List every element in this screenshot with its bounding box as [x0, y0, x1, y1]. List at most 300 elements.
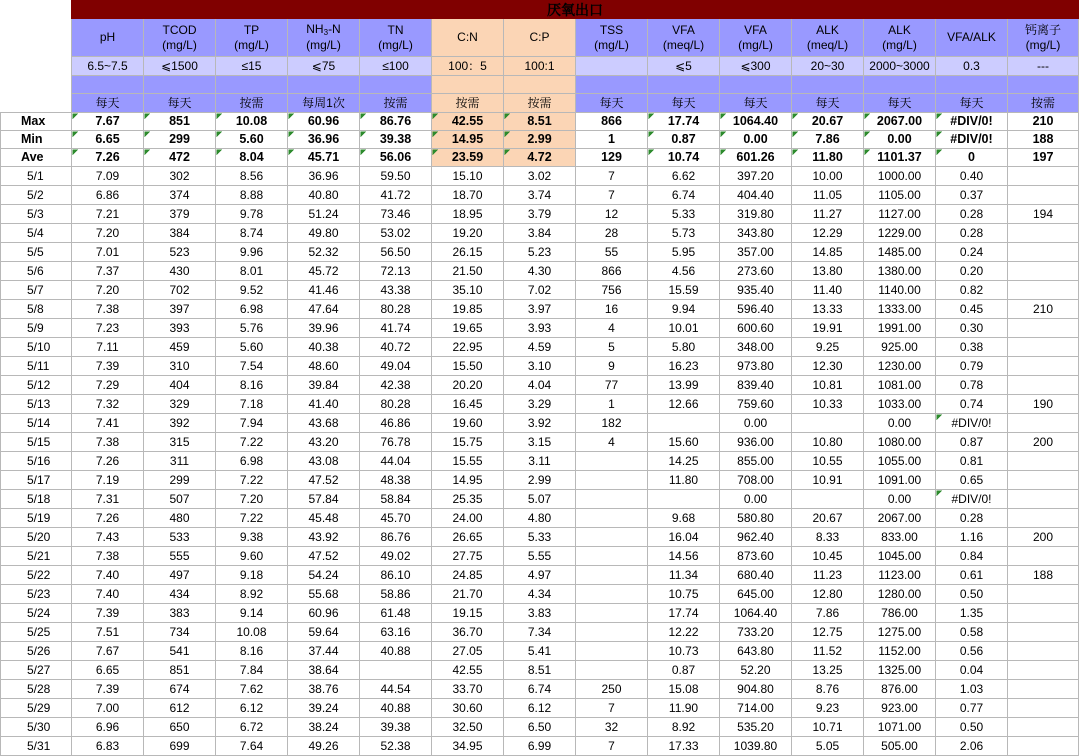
- table-cell: 41.72: [360, 186, 432, 205]
- summary-cell: 7.26: [72, 149, 144, 167]
- row-date: 5/24: [1, 604, 72, 623]
- row-date: 5/4: [1, 224, 72, 243]
- table-cell: 53.02: [360, 224, 432, 243]
- table-cell: 6.98: [216, 300, 288, 319]
- table-cell: 40.88: [360, 642, 432, 661]
- table-cell: 3.29: [504, 395, 576, 414]
- table-cell: [1008, 642, 1079, 661]
- table-cell: 459: [144, 338, 216, 357]
- table-cell: 77: [576, 376, 648, 395]
- table-cell: 839.40: [720, 376, 792, 395]
- table-cell: [576, 623, 648, 642]
- table-cell: 21.70: [432, 585, 504, 604]
- row-date: 5/31: [1, 737, 72, 756]
- standard-cell: 20~30: [792, 57, 864, 76]
- table-cell: 541: [144, 642, 216, 661]
- table-cell: 5.55: [504, 547, 576, 566]
- table-cell: 1140.00: [864, 281, 936, 300]
- table-cell: 936.00: [720, 433, 792, 452]
- table-cell: 11.27: [792, 205, 864, 224]
- table-cell: 876.00: [864, 680, 936, 699]
- table-cell: 7.20: [72, 224, 144, 243]
- table-cell: 39.84: [288, 376, 360, 395]
- table-cell: 52.20: [720, 661, 792, 680]
- table-cell: 0.87: [648, 661, 720, 680]
- table-cell: 0.74: [936, 395, 1008, 414]
- table-cell: 19.65: [432, 319, 504, 338]
- corner-cell: [1, 94, 72, 113]
- table-cell: 7.09: [72, 167, 144, 186]
- frequency-cell: 按需: [432, 94, 504, 113]
- table-cell: 39.96: [288, 319, 360, 338]
- table-cell: 851: [144, 661, 216, 680]
- table-cell: 13.80: [792, 262, 864, 281]
- table-cell: 7: [576, 699, 648, 718]
- frequency-cell: 按需: [1008, 94, 1079, 113]
- table-cell: 733.20: [720, 623, 792, 642]
- summary-cell: 0: [936, 149, 1008, 167]
- table-cell: 43.08: [288, 452, 360, 471]
- table-cell: 8.76: [792, 680, 864, 699]
- table-cell: 348.00: [720, 338, 792, 357]
- table-cell: 44.04: [360, 452, 432, 471]
- frequency-cell: 每周1次: [288, 94, 360, 113]
- summary-cell: 4.72: [504, 149, 576, 167]
- table-cell: 302: [144, 167, 216, 186]
- table-cell: 9.94: [648, 300, 720, 319]
- summary-cell: 45.71: [288, 149, 360, 167]
- column-header: pH: [72, 19, 144, 57]
- table-cell: 15.08: [648, 680, 720, 699]
- table-cell: 7.22: [216, 433, 288, 452]
- table-cell: 10.08: [216, 623, 288, 642]
- table-cell: 273.60: [720, 262, 792, 281]
- table-cell: [1008, 490, 1079, 509]
- table-cell: 1.03: [936, 680, 1008, 699]
- table-cell: 12.30: [792, 357, 864, 376]
- table-cell: 0.77: [936, 699, 1008, 718]
- table-cell: 8.56: [216, 167, 288, 186]
- table-cell: 866: [576, 262, 648, 281]
- table-cell: 430: [144, 262, 216, 281]
- table-cell: 44.54: [360, 680, 432, 699]
- table-cell: 1: [576, 395, 648, 414]
- table-cell: 14.85: [792, 243, 864, 262]
- summary-cell: 60.96: [288, 113, 360, 131]
- table-cell: 0.50: [936, 718, 1008, 737]
- summary-cell: 36.96: [288, 131, 360, 149]
- table-cell: 6.74: [504, 680, 576, 699]
- table-cell: 756: [576, 281, 648, 300]
- table-cell: 35.10: [432, 281, 504, 300]
- table-cell: [576, 547, 648, 566]
- blank-cell: [648, 76, 720, 94]
- blank-cell: [432, 76, 504, 94]
- table-cell: 32: [576, 718, 648, 737]
- table-cell: 5: [576, 338, 648, 357]
- blank-cell: [936, 76, 1008, 94]
- row-date: 5/6: [1, 262, 72, 281]
- table-cell: 2067.00: [864, 509, 936, 528]
- table-cell: 6.62: [648, 167, 720, 186]
- table-cell: 1152.00: [864, 642, 936, 661]
- table-cell: 0.84: [936, 547, 1008, 566]
- table-cell: 38.24: [288, 718, 360, 737]
- summary-cell: 7.86: [792, 131, 864, 149]
- frequency-cell: 按需: [504, 94, 576, 113]
- summary-cell: 866: [576, 113, 648, 131]
- table-cell: 4.30: [504, 262, 576, 281]
- summary-cell: 2.99: [504, 131, 576, 149]
- table-cell: 3.74: [504, 186, 576, 205]
- table-cell: 1991.00: [864, 319, 936, 338]
- table-cell: 0.38: [936, 338, 1008, 357]
- table-cell: 4.34: [504, 585, 576, 604]
- table-cell: [1008, 604, 1079, 623]
- table-cell: 42.38: [360, 376, 432, 395]
- table-cell: [1008, 680, 1079, 699]
- summary-label: Max: [1, 113, 72, 131]
- summary-cell: 11.80: [792, 149, 864, 167]
- table-cell: 45.72: [288, 262, 360, 281]
- table-cell: 7.19: [72, 471, 144, 490]
- table-cell: 86.10: [360, 566, 432, 585]
- table-cell: 24.00: [432, 509, 504, 528]
- table-cell: 1230.00: [864, 357, 936, 376]
- table-cell: 12.66: [648, 395, 720, 414]
- table-cell: 1045.00: [864, 547, 936, 566]
- table-cell: 0.24: [936, 243, 1008, 262]
- table-cell: [576, 566, 648, 585]
- table-cell: [1008, 319, 1079, 338]
- table-cell: 33.70: [432, 680, 504, 699]
- table-cell: 36.96: [288, 167, 360, 186]
- table-cell: 0.81: [936, 452, 1008, 471]
- table-cell: 10.91: [792, 471, 864, 490]
- standard-cell: ⩽5: [648, 57, 720, 76]
- row-date: 5/5: [1, 243, 72, 262]
- table-cell: 11.52: [792, 642, 864, 661]
- table-cell: 41.46: [288, 281, 360, 300]
- corner-cell: [1, 57, 72, 76]
- blank-cell: [504, 76, 576, 94]
- table-cell: 674: [144, 680, 216, 699]
- table-cell: 596.40: [720, 300, 792, 319]
- table-cell: 404.40: [720, 186, 792, 205]
- table-cell: 11.90: [648, 699, 720, 718]
- table-cell: 47.52: [288, 547, 360, 566]
- table-cell: 8.16: [216, 642, 288, 661]
- table-cell: 4: [576, 319, 648, 338]
- row-date: 5/14: [1, 414, 72, 433]
- table-cell: 5.41: [504, 642, 576, 661]
- summary-label: Min: [1, 131, 72, 149]
- table-cell: 36.70: [432, 623, 504, 642]
- table-cell: [1008, 414, 1079, 433]
- table-cell: 15.59: [648, 281, 720, 300]
- table-cell: 873.60: [720, 547, 792, 566]
- table-cell: [1008, 585, 1079, 604]
- row-date: 5/21: [1, 547, 72, 566]
- table-cell: 49.80: [288, 224, 360, 243]
- standard-cell: ⩽300: [720, 57, 792, 76]
- table-cell: 3.11: [504, 452, 576, 471]
- summary-cell: 17.74: [648, 113, 720, 131]
- table-cell: 1123.00: [864, 566, 936, 585]
- table-cell: 10.01: [648, 319, 720, 338]
- table-cell: 6.50: [504, 718, 576, 737]
- table-cell: 6.83: [72, 737, 144, 756]
- table-cell: 38.64: [288, 661, 360, 680]
- table-cell: 311: [144, 452, 216, 471]
- table-cell: 5.33: [648, 205, 720, 224]
- table-cell: 1105.00: [864, 186, 936, 205]
- table-cell: 645.00: [720, 585, 792, 604]
- table-cell: 0.20: [936, 262, 1008, 281]
- table-cell: 3.83: [504, 604, 576, 623]
- table-cell: [360, 661, 432, 680]
- table-cell: 15.55: [432, 452, 504, 471]
- table-cell: 19.85: [432, 300, 504, 319]
- table-cell: 14.95: [432, 471, 504, 490]
- blank-cell: [72, 76, 144, 94]
- table-cell: 4.80: [504, 509, 576, 528]
- table-cell: 10.73: [648, 642, 720, 661]
- table-cell: 7.22: [216, 509, 288, 528]
- table-cell: #DIV/0!: [936, 414, 1008, 433]
- table-cell: 7: [576, 737, 648, 756]
- table-cell: 0.79: [936, 357, 1008, 376]
- table-cell: 7.86: [792, 604, 864, 623]
- table-cell: 28: [576, 224, 648, 243]
- column-header: C:P: [504, 19, 576, 57]
- table-cell: 434: [144, 585, 216, 604]
- summary-cell: #DIV/0!: [936, 131, 1008, 149]
- summary-cell: 0.00: [720, 131, 792, 149]
- table-cell: 9.78: [216, 205, 288, 224]
- corner-cell: [1, 1, 72, 19]
- column-header: VFA (meq/L): [648, 19, 720, 57]
- table-cell: 55: [576, 243, 648, 262]
- table-cell: 5.80: [648, 338, 720, 357]
- table-cell: [576, 604, 648, 623]
- table-cell: 9.18: [216, 566, 288, 585]
- summary-cell: 197: [1008, 149, 1079, 167]
- table-cell: 925.00: [864, 338, 936, 357]
- table-cell: 7.38: [72, 547, 144, 566]
- table-cell: 16.04: [648, 528, 720, 547]
- row-date: 5/12: [1, 376, 72, 395]
- table-cell: 555: [144, 547, 216, 566]
- table-cell: [648, 490, 720, 509]
- table-cell: 392: [144, 414, 216, 433]
- table-cell: [1008, 262, 1079, 281]
- summary-cell: 2067.00: [864, 113, 936, 131]
- table-cell: 26.65: [432, 528, 504, 547]
- table-cell: 51.24: [288, 205, 360, 224]
- standard-cell: 100:1: [504, 57, 576, 76]
- table-cell: 7.00: [72, 699, 144, 718]
- table-cell: 7.94: [216, 414, 288, 433]
- table-cell: 10.81: [792, 376, 864, 395]
- table-cell: 6.98: [216, 452, 288, 471]
- table-cell: 343.80: [720, 224, 792, 243]
- table-cell: 0.28: [936, 224, 1008, 243]
- table-cell: 7.31: [72, 490, 144, 509]
- blank-cell: [720, 76, 792, 94]
- table-cell: 18.70: [432, 186, 504, 205]
- table-cell: 39.24: [288, 699, 360, 718]
- table-cell: 1091.00: [864, 471, 936, 490]
- table-cell: 714.00: [720, 699, 792, 718]
- row-date: 5/28: [1, 680, 72, 699]
- row-date: 5/15: [1, 433, 72, 452]
- standard-cell: ⩽1500: [144, 57, 216, 76]
- table-cell: 3.15: [504, 433, 576, 452]
- summary-cell: 1101.37: [864, 149, 936, 167]
- table-cell: 12.22: [648, 623, 720, 642]
- table-cell: 580.80: [720, 509, 792, 528]
- table-cell: 0.00: [720, 414, 792, 433]
- table-cell: 3.97: [504, 300, 576, 319]
- table-cell: 7.40: [72, 566, 144, 585]
- table-cell: 1080.00: [864, 433, 936, 452]
- table-cell: 10.71: [792, 718, 864, 737]
- table-cell: 299: [144, 471, 216, 490]
- table-cell: 786.00: [864, 604, 936, 623]
- table-cell: 310: [144, 357, 216, 376]
- table-cell: 2.99: [504, 471, 576, 490]
- table-cell: 7.54: [216, 357, 288, 376]
- table-cell: 329: [144, 395, 216, 414]
- table-cell: 7.26: [72, 509, 144, 528]
- table-cell: 523: [144, 243, 216, 262]
- table-cell: 480: [144, 509, 216, 528]
- table-cell: 16.23: [648, 357, 720, 376]
- table-cell: [1008, 357, 1079, 376]
- table-cell: 7.39: [72, 604, 144, 623]
- table-cell: 13.99: [648, 376, 720, 395]
- table-cell: 7.67: [72, 642, 144, 661]
- summary-cell: 10.74: [648, 149, 720, 167]
- table-cell: 73.46: [360, 205, 432, 224]
- table-cell: [1008, 547, 1079, 566]
- table-cell: 1280.00: [864, 585, 936, 604]
- table-cell: 3.84: [504, 224, 576, 243]
- summary-cell: 6.65: [72, 131, 144, 149]
- table-cell: 41.40: [288, 395, 360, 414]
- table-cell: 1333.00: [864, 300, 936, 319]
- table-cell: 1229.00: [864, 224, 936, 243]
- table-cell: 7.26: [72, 452, 144, 471]
- table-cell: 0.45: [936, 300, 1008, 319]
- table-cell: 10.45: [792, 547, 864, 566]
- table-cell: 1055.00: [864, 452, 936, 471]
- table-cell: [1008, 623, 1079, 642]
- table-cell: 42.55: [432, 661, 504, 680]
- frequency-cell: 每天: [720, 94, 792, 113]
- table-cell: 7.40: [72, 585, 144, 604]
- table-cell: 250: [576, 680, 648, 699]
- table-cell: 1325.00: [864, 661, 936, 680]
- summary-cell: 601.26: [720, 149, 792, 167]
- table-cell: 923.00: [864, 699, 936, 718]
- table-cell: 7.39: [72, 680, 144, 699]
- standard-cell: ≤100: [360, 57, 432, 76]
- row-date: 5/19: [1, 509, 72, 528]
- row-date: 5/30: [1, 718, 72, 737]
- table-cell: 383: [144, 604, 216, 623]
- table-cell: 13.25: [792, 661, 864, 680]
- table-cell: 61.48: [360, 604, 432, 623]
- table-cell: 40.72: [360, 338, 432, 357]
- frequency-cell: 每天: [936, 94, 1008, 113]
- column-header: TN (mg/L): [360, 19, 432, 57]
- table-cell: 6.96: [72, 718, 144, 737]
- table-cell: 34.95: [432, 737, 504, 756]
- table-cell: 5.05: [792, 737, 864, 756]
- table-cell: 8.33: [792, 528, 864, 547]
- frequency-cell: 每天: [648, 94, 720, 113]
- table-cell: 0.00: [864, 490, 936, 509]
- table-cell: 12: [576, 205, 648, 224]
- table-cell: 45.48: [288, 509, 360, 528]
- table-cell: 52.32: [288, 243, 360, 262]
- table-cell: [792, 414, 864, 433]
- table-cell: 0.65: [936, 471, 1008, 490]
- table-cell: 4.04: [504, 376, 576, 395]
- table-cell: 48.60: [288, 357, 360, 376]
- table-cell: 19.15: [432, 604, 504, 623]
- corner-cell: [1, 19, 72, 57]
- table-cell: 3.92: [504, 414, 576, 433]
- table-cell: 25.35: [432, 490, 504, 509]
- table-cell: 397: [144, 300, 216, 319]
- table-cell: [1008, 699, 1079, 718]
- table-cell: 7.20: [72, 281, 144, 300]
- table-cell: 11.23: [792, 566, 864, 585]
- table-cell: [1008, 661, 1079, 680]
- table-cell: 7.64: [216, 737, 288, 756]
- table-cell: 10.55: [792, 452, 864, 471]
- table-cell: [1008, 509, 1079, 528]
- table-cell: 0.50: [936, 585, 1008, 604]
- table-cell: 0.00: [864, 414, 936, 433]
- table-cell: 19.60: [432, 414, 504, 433]
- table-cell: 15.50: [432, 357, 504, 376]
- table-cell: 55.68: [288, 585, 360, 604]
- table-cell: 11.40: [792, 281, 864, 300]
- table-cell: 10.75: [648, 585, 720, 604]
- table-cell: 19.91: [792, 319, 864, 338]
- standard-cell: 6.5~7.5: [72, 57, 144, 76]
- table-cell: [1008, 281, 1079, 300]
- table-cell: 973.80: [720, 357, 792, 376]
- frequency-cell: 按需: [360, 94, 432, 113]
- standard-cell: [576, 57, 648, 76]
- table-cell: 11.34: [648, 566, 720, 585]
- standard-cell: 100：5: [432, 57, 504, 76]
- table-cell: [576, 661, 648, 680]
- table-cell: 12.29: [792, 224, 864, 243]
- table-cell: 6.86: [72, 186, 144, 205]
- table-cell: 10.33: [792, 395, 864, 414]
- table-cell: 5.07: [504, 490, 576, 509]
- table-cell: 5.73: [648, 224, 720, 243]
- row-date: 5/9: [1, 319, 72, 338]
- sheet-title: 厌氧出口: [72, 1, 1079, 19]
- row-date: 5/26: [1, 642, 72, 661]
